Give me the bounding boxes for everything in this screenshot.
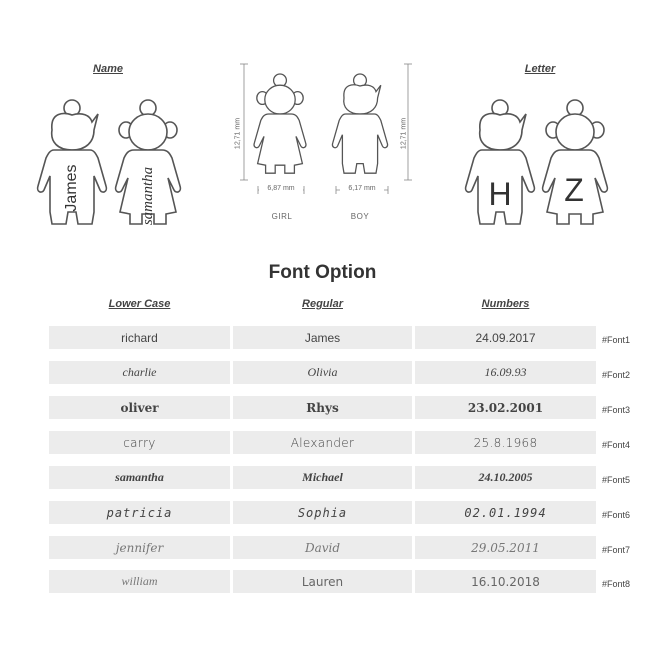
- table-cell-lower-font7: jennifer: [49, 536, 230, 559]
- girl-name-engraving: samantha: [140, 166, 156, 226]
- table-cell-numbers-font7: 29.05.2011: [415, 536, 596, 559]
- table-cell-lower-font3: oliver: [49, 396, 230, 419]
- table-cell-lower-font8: william: [49, 570, 230, 593]
- table-cell-numbers-font1: 24.09.2017: [415, 326, 596, 349]
- table-cell-regular-font3: Rhys: [233, 396, 412, 419]
- table-cell-regular-font1: James: [233, 326, 412, 349]
- table-cell-regular-font6: Sophia: [233, 501, 412, 524]
- font-tag-4: #Font4: [602, 439, 631, 450]
- boy-name-engraving: James: [63, 164, 80, 212]
- table-cell-lower-font1: richard: [49, 326, 230, 349]
- table-cell-numbers-font8: 16.10.2018: [415, 570, 596, 593]
- numbers-header: Numbers: [481, 298, 530, 310]
- boy-width-dimension: 6,17 mm: [340, 185, 384, 192]
- table-cell-lower-font5: samantha: [49, 466, 230, 489]
- girl-caption: GIRL: [271, 212, 293, 221]
- font-tag-7: #Font7: [602, 544, 631, 555]
- font-option-title: Font Option: [268, 262, 377, 283]
- lower-case-header: Lower Case: [108, 298, 171, 310]
- table-cell-regular-font8: Lauren: [233, 570, 412, 593]
- height-dimension-left: 12,71 mm: [234, 117, 242, 150]
- font-tag-1: #Font1: [602, 334, 631, 345]
- boy-caption: BOY: [350, 212, 370, 221]
- table-cell-numbers-font5: 24.10.2005: [415, 466, 596, 489]
- letter-section-label: Letter: [524, 63, 556, 75]
- table-cell-lower-font2: charlie: [49, 361, 230, 384]
- regular-header: Regular: [302, 298, 343, 310]
- table-cell-numbers-font2: 16.09.93: [415, 361, 596, 384]
- girl-letter-engraving: Z: [564, 172, 584, 208]
- name-section-label: Name: [93, 63, 123, 75]
- table-cell-numbers-font3: 23.02.2001: [415, 396, 596, 419]
- height-dimension-right: 12,71 mm: [400, 117, 408, 150]
- font-tag-6: #Font6: [602, 509, 631, 520]
- font-tag-2: #Font2: [602, 369, 631, 380]
- table-cell-lower-font6: patricia: [49, 501, 230, 524]
- font-tag-3: #Font3: [602, 404, 631, 415]
- girl-width-dimension: 6,87 mm: [259, 185, 303, 192]
- boy-letter-engraving: H: [488, 176, 512, 212]
- table-cell-lower-font4: carry: [49, 431, 230, 454]
- charm-figures-illustration: [0, 55, 645, 255]
- table-cell-regular-font5: Michael: [233, 466, 412, 489]
- table-cell-regular-font4: Alexander: [233, 431, 412, 454]
- font-tag-8: #Font8: [602, 578, 631, 589]
- table-cell-regular-font7: David: [233, 536, 412, 559]
- table-cell-numbers-font4: 25.8.1968: [415, 431, 596, 454]
- table-cell-numbers-font6: 02.01.1994: [415, 501, 596, 524]
- table-cell-regular-font2: Olivia: [233, 361, 412, 384]
- font-tag-5: #Font5: [602, 474, 631, 485]
